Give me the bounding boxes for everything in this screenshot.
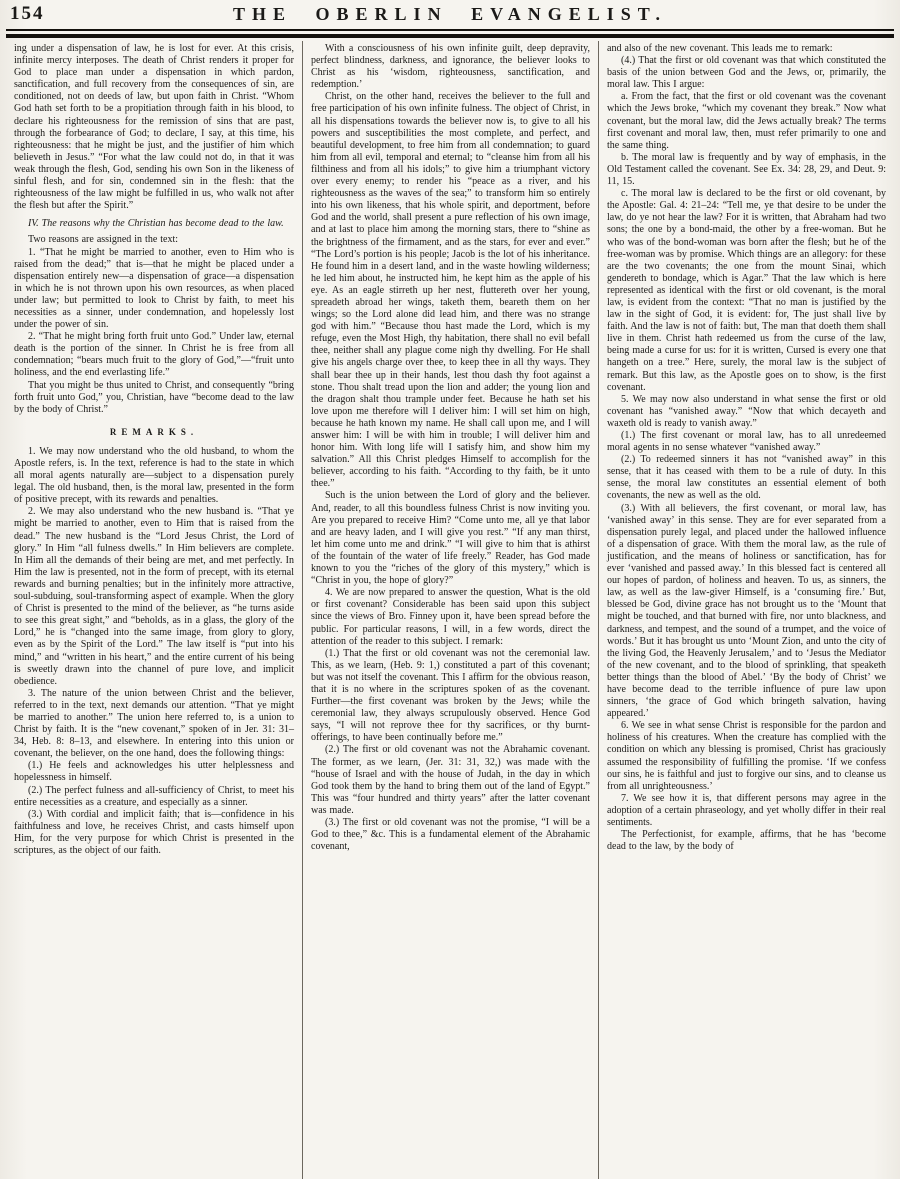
- column-1: [6, 41, 302, 1179]
- paragraph: c. The moral law is declared to be the first or old covenant, by the Apostle: Gal. 4: 21–24: “Tell me, ye that desire to be under the law, do ye not hear the law? For it is written, that Abraham had two sons; the one by a bond-maid, the other by a free-woman. But he who was of the bond-woman was born after the flesh; but he of the free-woman was by promise. Which things are an allegory: for these are the two covenants; the one from the mount Sinai, which gendereth to bondage, which is Agar.” That the law which is here represented as identical with the first or old covenant, is the moral law, is evident from the context: “That no man is justified by the law in the sight of God, it is evident: for, The just shall live by faith. And the law is not of faith: but, The man that doeth them shall live in them. Christ hath redeemed us from the curse of the law, being made a curse for us: for it is written, Cursed is every one that hangeth on a tree.” Here, surely, the moral law is the subject of remark. But this law, as the Apostle goes on to show, is the first covenant.: [607, 188, 886, 393]
- paragraph: 5. We may now also understand in what sense the first or old covenant has “vanished away.” “Now that which decayeth and waxeth old is ready to vanish away.”: [607, 393, 886, 429]
- article-columns: [6, 41, 894, 1179]
- paragraph: 1. We may now understand who the old husband, to whom the Apostle refers, is. In the text, reference is had to the state in which all moral agents naturally are—subject to a dispensation purely legal. The old husband, then, is the moral law, presented in the form of positive precept, with its rewards and penalties.: [14, 445, 294, 506]
- paragraph: Christ, on the other hand, receives the believer to the full and free participation of his own infinite fulness. The object of Christ, in all his dispensations towards the believer now is, to give to all his powers and susceptibilities the most complete, and perfect, and beautiful development, to free him from all condemnation; to guard him from all evil, temporal and eternal; to “cleanse him from all his filthiness and from all his idols;” to give him a triumphant victory over every enemy; to render his “peace as a river, and his righteousness as the waves of the sea;” to transform him so entirely into his own likeness, that his whole spirit, and deportment, before God and the world, shall present a pure reflection of his own image, and at last to place him among the morning stars, there to “shine as the brightness of the firmament, and as the stars, for ever and ever.” “The Lord’s portion is his people; Jacob is the lot of his inheritance. He found him in a desert land, and in the waste howling wilderness; he led him about, he instructed him, he kept him as the apple of his eye. As an eagle stirreth up her nest, fluttereth over her young, spreadeth abroad her wings, taketh them, beareth them on her wings; so the Lord alone did lead him, and there was no strange god with him.” “Because thou hast made the Lord, which is my refuge, even the Most High, thy habitation, there shall no evil befall thee, neither shall any plague come nigh thy dwelling. For He shall give his angels charge over thee, to keep thee in all thy ways. They shall bear thee up in their hands, lest thou dash thy foot against a stone. Thou shalt tread upon the lion and adder; the young lion and the dragon shalt thou trample under feet. Because he hath set his love upon me therefore will I deliver him: I will set him on high, because he hath known my name. He shall call upon me, and I will answer him: I will be with him in trouble; I will deliver him and honor him. With long life will I satisfy him, and show him my salvation.” All this Christ pledges Himself to accomplish for the believer, according to his faith. “According to thy faith, be it unto thee.”: [311, 91, 590, 490]
- paragraph: 3. The nature of the union between Christ and the believer, referred to in the text, next demands our attention. “That ye might be married to another.” The union here referred to, is a union to Christ by faith. It is the “new covenant,” spoken of in Jer. 31: 31–34, Heb. 8: 8–13, and elsewhere. In entering into this union or covenant, the believer, on the one hand, does the following things:: [14, 687, 294, 760]
- header-rule: [6, 29, 894, 38]
- page-header: [6, 3, 894, 27]
- paragraph: ing under a dispensation of law, he is lost for ever. At this crisis, infinite mercy interposes. The death of Christ renders it proper for God to place man under a dispensation in which pardon, sanctification, and full recovery from the consequences of sin, are conditioned, not on deeds of law, but upon faith in Christ. “Whom God hath set forth to be a propitiation through faith in his blood, to declare his righteousness for the remission of sins that are past, through the forbearance of God; to declare, I say, at this time, his righteousness: that he might be just, and the justifier of him which believeth in Jesus.” “For what the law could not do, in that it was weak through the flesh, God, sending his own Son in the likeness of sinful flesh, and for sin, condemned sin in the flesh: that the righteousness of the law might be fulfilled in us, who walk not after the flesh but after the Spirit.”: [14, 43, 294, 212]
- column-2: [302, 41, 598, 1179]
- paragraph: and also of the new covenant. This leads me to remark:: [607, 43, 833, 54]
- paragraph: 4. We are now prepared to answer the question, What is the old or first covenant? Considerable has been said upon this subject since the views of Bro. Finney upon it, have been spread before the public. For particular reasons, I will, in a few words, direct the attention of the reader to this subject. I remark:: [311, 587, 590, 647]
- paragraph: 2. We may also understand who the new husband is. “That ye might be married to another, even to Him that is raised from the dead.” The new husband is the “Lord Jesus Christ, the Lord of glory.” In Him “all fulness dwells.” In Him believers are complete. In Him all the demands of their being are met, and met perfectly. In Him the law is presented, not in the form of precept, with its eternal rewards and burning penalties; but in the infinitely more attractive, soul-subduing, soul-transforming aspect of example. When the glory of Christ is presented to the mind of the believer, as “he turns aside to see this great sight,” and “beholds, as in a glass, the glory of the Lord,” he is “changed into the same image, from glory to glory, even as by the Spirit of the Lord.” The law itself is “put into his mind,” and “written in his heart,” and the entire current of his being is sweetly drawn into the channel of pure love, and implicit obedience.: [14, 506, 294, 687]
- paragraph: (2.) The perfect fulness and all-sufficiency of Christ, to meet his entire necessities as a creature, and especially as a sinner.: [14, 784, 294, 808]
- paragraph: (3.) With all believers, the first covenant, or moral law, has ‘vanished away’ in this sense. They are for ever separated from a dispensation purely legal, and placed under the hallowed influence of a dispensation of grace. With them the moral law, as the rule of justification, and the means of holiness or sanctification, has for ever ‘vanished and passed away.’ In this blessed fact is centered all our hopes of pardon, of holiness and heaven. To us, as sinners, the law, as well as the law-giver Himself, is a ‘consuming fire.’ But, blessed be God, divine grace has not brought us to the ‘Mount that might be touched, and that burned with fire, nor unto blackness, and darkness, and tempest, and the sound of a trumpet, and the voice of words.’ But it has brought us unto ‘Mount Zion, and unto the city of the living God, the Heavenly Jerusalem,’ and to ‘Jesus the Mediator of the new covenant, and to the blood of sprinkling, that speaketh better things than the blood of Abel.’ ‘By the body of Christ’ we have become dead to the terrible influence of pure law upon sinners, ‘the grace of God which bringeth salvation, having appeared.’: [607, 502, 886, 720]
- remarks-heading: REMARKS.: [109, 426, 199, 437]
- paragraph: 7. We see how it is, that different persons may agree in the adoption of a certain phraseology, and yet wholly differ in their real sentiments.: [607, 792, 886, 828]
- column-3: [598, 41, 894, 1179]
- masthead-title: THE OBERLIN EVANGELIST.: [233, 4, 667, 24]
- paragraph: The Perfectionist, for example, affirms, that he has ‘become dead to the law, by the body of: [607, 829, 886, 853]
- paragraph: (2.) To redeemed sinners it has not “vanished away” in this sense, that it has ceased with them to be a rule of duty. In this sense, the moral law constitutes an essential element of both covenants, the new as well as the old.: [607, 454, 886, 502]
- paragraph: (1.) The first covenant or moral law, has to all unredeemed moral agents in no sense whatever “vanished away.”: [607, 430, 886, 454]
- paragraph: That you might be thus united to Christ, and consequently “bring forth fruit unto God,” you, Christian, have “become dead to the law by the body of Christ.”: [14, 379, 294, 415]
- page-number: 154: [10, 3, 45, 24]
- paragraph: Such is the union between the Lord of glory and the believer. And, reader, to all this boundless fulness Christ is now inviting you. Are you prepared to receive Him? “Come unto me, all ye that labor and are heavy laden, and I will give you rest.” “If any man thirst, let him come unto me and drink.” “I will give to him that is athirst of the fountain of the water of life freely.” Reader, has God made known to you the “riches of the glory of this mystery,” which is “Christ in you, the hope of glory?”: [311, 490, 590, 587]
- paragraph: a. From the fact, that the first or old covenant was the covenant which the Jews broke, “which my covenant they break.” Now what covenant, but the moral law, did the Jews actually break? The terms first covenant and moral law, then, must refer primarily to one and the same thing.: [607, 91, 886, 151]
- paragraph: With a consciousness of his own infinite guilt, deep depravity, perfect blindness, darkness, and ignorance, the believer looks to Christ as his ‘wisdom, righteousness, sanctification, and redemption.’: [311, 43, 590, 91]
- paragraph: 6. We see in what sense Christ is responsible for the pardon and holiness of his creatures. When the creature has complied with the condition on which any blessing is promised, Christ has graciously assumed the responsibility of fulfilling the promise. ‘If we confess our sins, he is faithful and just to forgive our sins, and to cleanse us from all unrighteousness.’: [607, 720, 886, 792]
- paragraph: (2.) The first or old covenant was not the Abrahamic covenant. The former, as we learn, (Jer. 31: 31, 32,) was made with the “house of Israel and with the house of Judah, in the day in which God took them by the hand to bring them out of the land of Egypt.” This was “four hundred and thirty years” after the latter covenant was made.: [311, 744, 590, 816]
- paragraph: (1.) He feels and acknowledges his utter helplessness and hopelessness in himself.: [14, 760, 294, 784]
- section-heading: IV. The reasons why the Christian has become dead to the law.: [28, 218, 284, 230]
- paragraph: 2. “That he might bring forth fruit unto God.” Under law, eternal death is the portion of the sinner. In Christ he is free from all condemnation; “bears much fruit to the glory of God,”—“fruit unto holiness, and the end everlasting life.”: [14, 331, 294, 379]
- paragraph: Two reasons are assigned in the text:: [28, 234, 179, 246]
- paragraph: 1. “That he might be married to another, even to Him who is raised from the dead;” that is—that he might be placed under a dispensation entirely new—a dispensation of grace—a dispensation in which he is not thrown upon his own resources, as when placed under law; but permitted to look to Christ by faith, to meet his necessities as a sinner, under condemnation, and hopelessly lost under the power of sin.: [14, 246, 294, 331]
- paragraph: (3.) The first or old covenant was not the promise, “I will be a God to thee,” &c. This is a fundamental element of the Abrahamic covenant,: [311, 817, 590, 853]
- paragraph: b. The moral law is frequently and by way of emphasis, in the Old Testament called the covenant. See Ex. 34: 28, 29, and Deut. 9: 11, 15.: [607, 151, 886, 188]
- paragraph: (4.) That the first or old covenant was that which constituted the basis of the union between God and the Jews, or, primarily, the moral law. This I argue:: [607, 55, 886, 91]
- paragraph: (1.) That the first or old covenant was not the ceremonial law. This, as we learn, (Heb. 9: 1,) constituted a part of this covenant; but was not itself the covenant. This I affirm for the obvious reason, that it is no where in the scriptures spoken of as the covenant. Further—the first covenant was broken by the Jews; while the ceremonial law, they always scrupulously observed. Hence God says, “I will not reprove thee for thy sacrifices, or thy burnt-offerings, to have been continually before me.”: [311, 647, 590, 744]
- paragraph: (3.) With cordial and implicit faith; that is—confidence in his faithfulness and love, he receives Christ, and casts himself upon Him, for the very purpose for which Christ is presented in the scriptures, as the object of our faith.: [14, 808, 294, 856]
